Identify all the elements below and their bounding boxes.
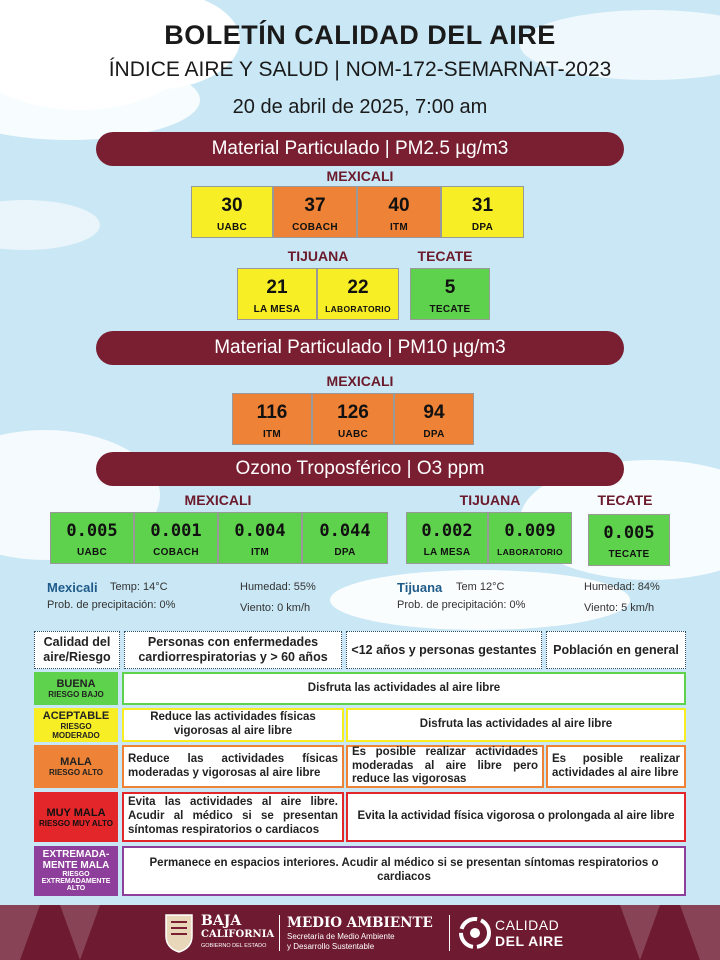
pm25-station-tecate: 5 TECATE bbox=[410, 268, 490, 320]
weather-tijuana-humidity: Humedad: 84% bbox=[584, 581, 660, 593]
weather-mexicali-wind: Viento: 0 km/h bbox=[240, 602, 311, 614]
weather-tijuana-temp: Tem 12°C bbox=[456, 581, 505, 593]
del-aire-label: DEL AIRE bbox=[495, 933, 564, 949]
calidad-aire-icon bbox=[458, 916, 492, 950]
level-bad: MALA RIESGO ALTO bbox=[34, 745, 118, 788]
o3-station-la-mesa: 0.002 LA MESA bbox=[406, 512, 488, 564]
o3-station-cobach: 0.001 COBACH bbox=[134, 512, 218, 564]
bad-recommendation-general: Es posible realizar actividades al aire libre bbox=[546, 745, 686, 788]
good-recommendation: Disfruta las actividades al aire libre bbox=[122, 672, 686, 705]
table-header-children: <12 años y personas gestantes bbox=[346, 631, 542, 669]
level-extremely-bad: EXTREMADA-MENTE MALA RIESGO EXTREMADAMENTE ALTO bbox=[34, 846, 118, 896]
pm25-station-laboratorio: 22 LABORATORIO bbox=[317, 268, 399, 320]
page-title: BOLETÍN CALIDAD DEL AIRE bbox=[164, 20, 556, 50]
medio-ambiente-title: MEDIO AMBIENTE bbox=[287, 915, 433, 931]
level-good: BUENA RIESGO BAJO bbox=[34, 672, 118, 705]
weather-city-tijuana: Tijuana bbox=[397, 580, 443, 595]
weather-mexicali-precip: Prob. de precipitación: 0% bbox=[47, 599, 176, 611]
table-header-general: Población en general bbox=[546, 631, 686, 669]
baja-california-logo bbox=[163, 911, 273, 955]
level-very-bad: MUY MALA RIESGO MUY ALTO bbox=[34, 792, 118, 842]
pm25-city-mexicali: MEXICALI bbox=[326, 168, 394, 184]
table-header-cardio: Personas con enfermedades cardiorrespiratorias y > 60 años bbox=[124, 631, 342, 669]
o3-station-laboratorio: 0.009 LABORATORIO bbox=[488, 512, 572, 564]
pm10-city-mexicali: MEXICALI bbox=[326, 373, 394, 389]
pm25-city-tecate: TECATE bbox=[417, 248, 473, 264]
footer-divider bbox=[449, 915, 450, 951]
o3-band: Ozono Troposférico | O3 ppm bbox=[96, 452, 624, 486]
pm10-station-uabc: 126 UABC bbox=[312, 393, 394, 445]
california-label: CALIFORNIA bbox=[201, 929, 275, 940]
bad-recommendation-cardio: Reduce las actividades físicas moderadas y vigorosas al aire libre bbox=[122, 745, 344, 788]
medio-ambiente-sub1: Secretaría de Medio Ambiente bbox=[287, 932, 395, 941]
very-bad-recommendation-cardio: Evita las actividades al aire libre. Acudir al médico si se presentan síntomas respiratorios o cardiacos bbox=[122, 792, 344, 842]
acceptable-recommendation-others: Disfruta las actividades al aire libre bbox=[346, 708, 686, 742]
weather-city-mexicali: Mexicali bbox=[47, 580, 98, 595]
cloud-decoration bbox=[0, 200, 100, 250]
weather-mexicali-temp: Temp: 14°C bbox=[110, 581, 168, 593]
pm10-station-itm: 116 ITM bbox=[232, 393, 312, 445]
shield-icon bbox=[163, 912, 195, 954]
weather-mexicali-humidity: Humedad: 55% bbox=[240, 581, 316, 593]
bulletin-date: 20 de abril de 2025, 7:00 am bbox=[232, 96, 488, 118]
acceptable-recommendation-cardio: Reduce las actividades físicas vigorosas al aire libre bbox=[122, 708, 344, 742]
pm25-band: Material Particulado | PM2.5 µg/m3 bbox=[96, 132, 624, 166]
table-header-quality: Calidad del aire/Riesgo bbox=[34, 631, 120, 669]
extremely-bad-recommendation: Permanece en espacios interiores. Acudir al médico si se presentan síntomas respiratorios o cardiacos bbox=[122, 846, 686, 896]
pm25-city-tijuana: TIJUANA bbox=[287, 248, 349, 264]
weather-tijuana-wind: Viento: 5 km/h bbox=[584, 602, 655, 614]
o3-station-itm: 0.004 ITM bbox=[218, 512, 302, 564]
pm25-station-itm: 40 ITM bbox=[357, 186, 441, 238]
pm10-band: Material Particulado | PM10 µg/m3 bbox=[96, 331, 624, 365]
pm25-station-dpa: 31 DPA bbox=[441, 186, 524, 238]
o3-station-uabc: 0.005 UABC bbox=[50, 512, 134, 564]
o3-city-tecate: TECATE bbox=[597, 492, 653, 508]
baja-label: BAJA bbox=[201, 913, 242, 929]
page-subtitle: ÍNDICE AIRE Y SALUD | NOM-172-SEMARNAT-2023 bbox=[108, 58, 612, 81]
pm25-station-cobach: 37 COBACH bbox=[273, 186, 357, 238]
level-acceptable: ACEPTABLE RIESGO MODERADO bbox=[34, 708, 118, 742]
o3-station-tecate: 0.005 TECATE bbox=[588, 514, 670, 566]
medio-ambiente-sub2: y Desarrollo Sustentable bbox=[287, 942, 375, 951]
very-bad-recommendation-others: Evita la actividad física vigorosa o prolongada al aire libre bbox=[346, 792, 686, 842]
pm25-station-la-mesa: 21 LA MESA bbox=[237, 268, 317, 320]
bad-recommendation-children: Es posible realizar actividades moderadas al aire libre pero reduce las vigorosas bbox=[346, 745, 544, 788]
o3-station-dpa: 0.044 DPA bbox=[302, 512, 388, 564]
footer bbox=[0, 905, 720, 960]
o3-city-tijuana: TIJUANA bbox=[459, 492, 521, 508]
footer-divider bbox=[279, 915, 280, 951]
o3-city-mexicali: MEXICALI bbox=[184, 492, 252, 508]
weather-tijuana-precip: Prob. de precipitación: 0% bbox=[397, 599, 526, 611]
pm25-station-uabc: 30 UABC bbox=[191, 186, 273, 238]
calidad-label: CALIDAD bbox=[495, 917, 560, 933]
pm10-station-dpa: 94 DPA bbox=[394, 393, 474, 445]
gobierno-label: GOBIERNO DEL ESTADO bbox=[201, 943, 267, 949]
